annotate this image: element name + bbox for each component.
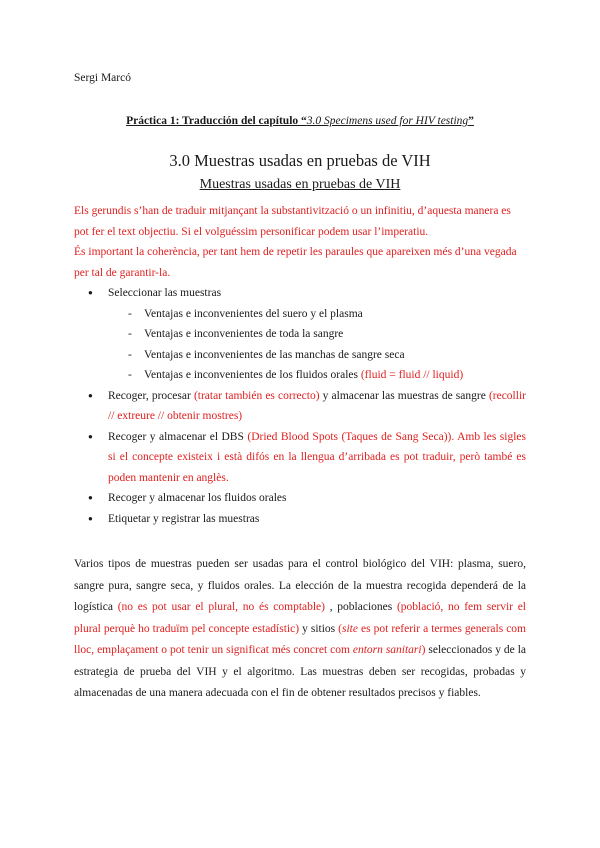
translator-note: (Dried Blood Spots (Taques de Sang Seca)). Amb les sigles si el concepte existeix i està difós en la llengua d’arribada es pot traduir, però també es poden mantenir en anglès. — [108, 430, 526, 484]
translator-note: (tratar también es correcto) — [193, 389, 320, 402]
note-term: entorn sanitari — [352, 644, 422, 656]
sub-list-item — [74, 304, 526, 325]
list-item-text: Etiquetar y registrar las muestras — [108, 512, 260, 525]
body-text: Varios tipos de muestras pueden ser usadas para el control biológico del VIH: plasma, suero, sangre pura, sangre seca, y fluidos orales. La elección de la muestra recogida dependerá de la logística — [74, 558, 526, 613]
sub-item-text: Ventajas e inconvenientes de toda la sangre — [144, 328, 344, 340]
note-part: ( — [338, 622, 342, 635]
practice-heading — [0, 115, 600, 127]
practice-suffix: ” — [468, 115, 474, 127]
note-paragraph: És important la coherència, per tant hem de repetir les paraules que apareixen més d’una vegada per tal de garantir-la. — [74, 246, 517, 279]
list-item — [74, 386, 526, 427]
note-paragraph: Els gerundis s’han de traduir mitjançant la substantivització o un infinitiu, d’aquesta manera es pot fer el text objectiu. Si el volguéssim personificar podem usar l’imperatiu. — [74, 205, 511, 238]
sub-item-text: Ventajas e inconvenientes del suero y el plasma — [144, 307, 363, 320]
sub-item-text: Ventajas e inconvenientes de los fluidos orales — [144, 369, 358, 381]
translator-notes — [74, 201, 526, 283]
sub-list-item — [74, 324, 526, 345]
note-term: site — [342, 622, 358, 635]
list-item-text: Recoger, procesar — [108, 389, 194, 402]
list-item — [74, 427, 526, 489]
translator-note: (no es pot usar el plural, no és comptable) — [117, 601, 325, 613]
list-item-text: y almacenar las muestras de sangre — [319, 389, 489, 402]
page-title: 3.0 Muestras usadas en pruebas de VIH — [169, 151, 431, 170]
practice-prefix: Práctica 1: Traducción del capítulo “ — [126, 115, 307, 127]
translator-note: (fluid = fluid // liquid) — [357, 369, 464, 381]
translator-note: (recollir // extreure // obtenir mostres) — [108, 389, 526, 422]
list-item — [74, 488, 526, 509]
contents-list — [74, 283, 526, 529]
body-text: seleccionados y de la estrategia de prueba del VIH y el algoritmo. Las muestras deben ser recogidas, probadas y almacenadas de una manera adecuada con el fin de obtener resultados precisos y fiables. — [74, 644, 526, 699]
list-item — [74, 283, 526, 304]
page-subtitle: Muestras usadas en pruebas de VIH — [199, 177, 401, 192]
body-paragraph — [74, 554, 526, 705]
sub-item-text: Ventajas e inconvenientes de las manchas de sangre seca — [144, 348, 405, 361]
sub-list-item — [74, 345, 526, 366]
sub-list-item — [74, 365, 526, 386]
list-item-text: Recoger y almacenar los fluidos orales — [108, 492, 287, 504]
note-part: es pot referir a termes generals com lloc, emplaçament o pot tenir un significat més concret com — [74, 622, 526, 656]
author-name: Sergi Marcó — [74, 72, 131, 84]
list-item-text: Seleccionar las muestras — [108, 287, 222, 299]
body-text: y sitios — [299, 622, 339, 635]
body-text: , poblaciones — [325, 601, 397, 613]
practice-chapter: 3.0 Specimens used for HIV testing — [306, 115, 469, 127]
note-part: ) — [421, 644, 426, 656]
list-item — [74, 509, 526, 530]
translator-note: (població, no fem servir el plural perquè ho traduïm pel concepte estadístic) — [74, 601, 527, 635]
list-item-text: Recoger y almacenar el DBS — [108, 430, 248, 443]
